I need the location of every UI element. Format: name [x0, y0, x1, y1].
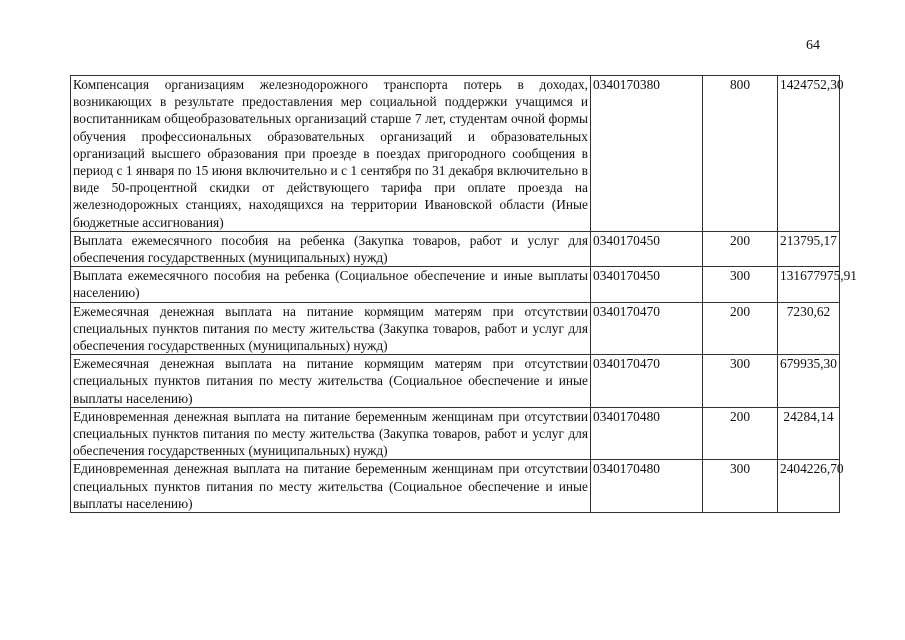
table-row: [71, 407, 840, 460]
budget-table-body: [71, 76, 857, 513]
row-expense-type: 200: [703, 231, 778, 266]
row-amount: 24284,14: [778, 407, 840, 460]
row-description: Выплата ежемесячного пособия на ребенка (Социальное обеспечение и иные выплаты населению): [71, 267, 591, 302]
table-row: [71, 76, 840, 232]
row-expense-type: 300: [703, 355, 778, 408]
row-description: Единовременная денежная выплата на питание беременным женщинам при отсутствии специальных пунктов питания по месту жительства (Закупка товаров, работ и услуг для обеспечения государственных (муниципальных) нужд): [71, 407, 591, 460]
row-amount: 1424752,30: [778, 76, 840, 232]
budget-table: [70, 75, 857, 513]
page-number: 64: [806, 38, 820, 53]
row-target-code: 0340170470: [591, 355, 703, 408]
row-target-code: 0340170480: [591, 460, 703, 513]
row-target-code: 0340170450: [591, 231, 703, 266]
row-target-code: 0340170470: [591, 302, 703, 355]
row-amount: 679935,30: [778, 355, 840, 408]
table-row: [71, 302, 840, 355]
row-expense-type: 200: [703, 302, 778, 355]
row-expense-type: 300: [703, 267, 778, 302]
row-target-code: 0340170450: [591, 267, 703, 302]
row-description: Единовременная денежная выплата на питание беременным женщинам при отсутствии специальных пунктов питания по месту жительства (Социальное обеспечение и иные выплаты населению): [71, 460, 591, 513]
table-row: [71, 267, 840, 302]
row-description: Компенсация организациям железнодорожного транспорта потерь в доходах, возникающих в результате предоставления мер социальной поддержки учащимся и воспитанникам общеобразовательных организаций старше 7 лет, студентам очной формы обучения профессиональных образовательных организаций и образовательных организаций высшего образования при проезде в поездах пригородного сообщения в период с 1 января по 15 июня включительно и с 1 сентября по 31 декабря включительно в виде 50-процентной скидки от действующего тарифа при оплате проезда на железнодорожных станциях, находящихся на территории Ивановской области (Иные бюджетные ассигнования): [71, 76, 591, 232]
table-row: [71, 231, 840, 266]
row-amount: 2404226,70: [778, 460, 840, 513]
row-expense-type: 800: [703, 76, 778, 232]
row-amount: 213795,17: [778, 231, 840, 266]
row-amount: 131677975,91: [778, 267, 840, 302]
row-description: Ежемесячная денежная выплата на питание кормящим матерям при отсутствии специальных пунктов питания по месту жительства (Социальное обеспечение и иные выплаты населению): [71, 355, 591, 408]
row-expense-type: 200: [703, 407, 778, 460]
row-expense-type: 300: [703, 460, 778, 513]
row-description: Ежемесячная денежная выплата на питание кормящим матерям при отсутствии специальных пунктов питания по месту жительства (Закупка товаров, работ и услуг для обеспечения государственных (муниципальных) нужд): [71, 302, 591, 355]
row-target-code: 0340170380: [591, 76, 703, 232]
row-target-code: 0340170480: [591, 407, 703, 460]
row-amount: 7230,62: [778, 302, 840, 355]
table-row: [71, 460, 840, 513]
row-description: Выплата ежемесячного пособия на ребенка (Закупка товаров, работ и услуг для обеспечения государственных (муниципальных) нужд): [71, 231, 591, 266]
table-row: [71, 355, 840, 408]
